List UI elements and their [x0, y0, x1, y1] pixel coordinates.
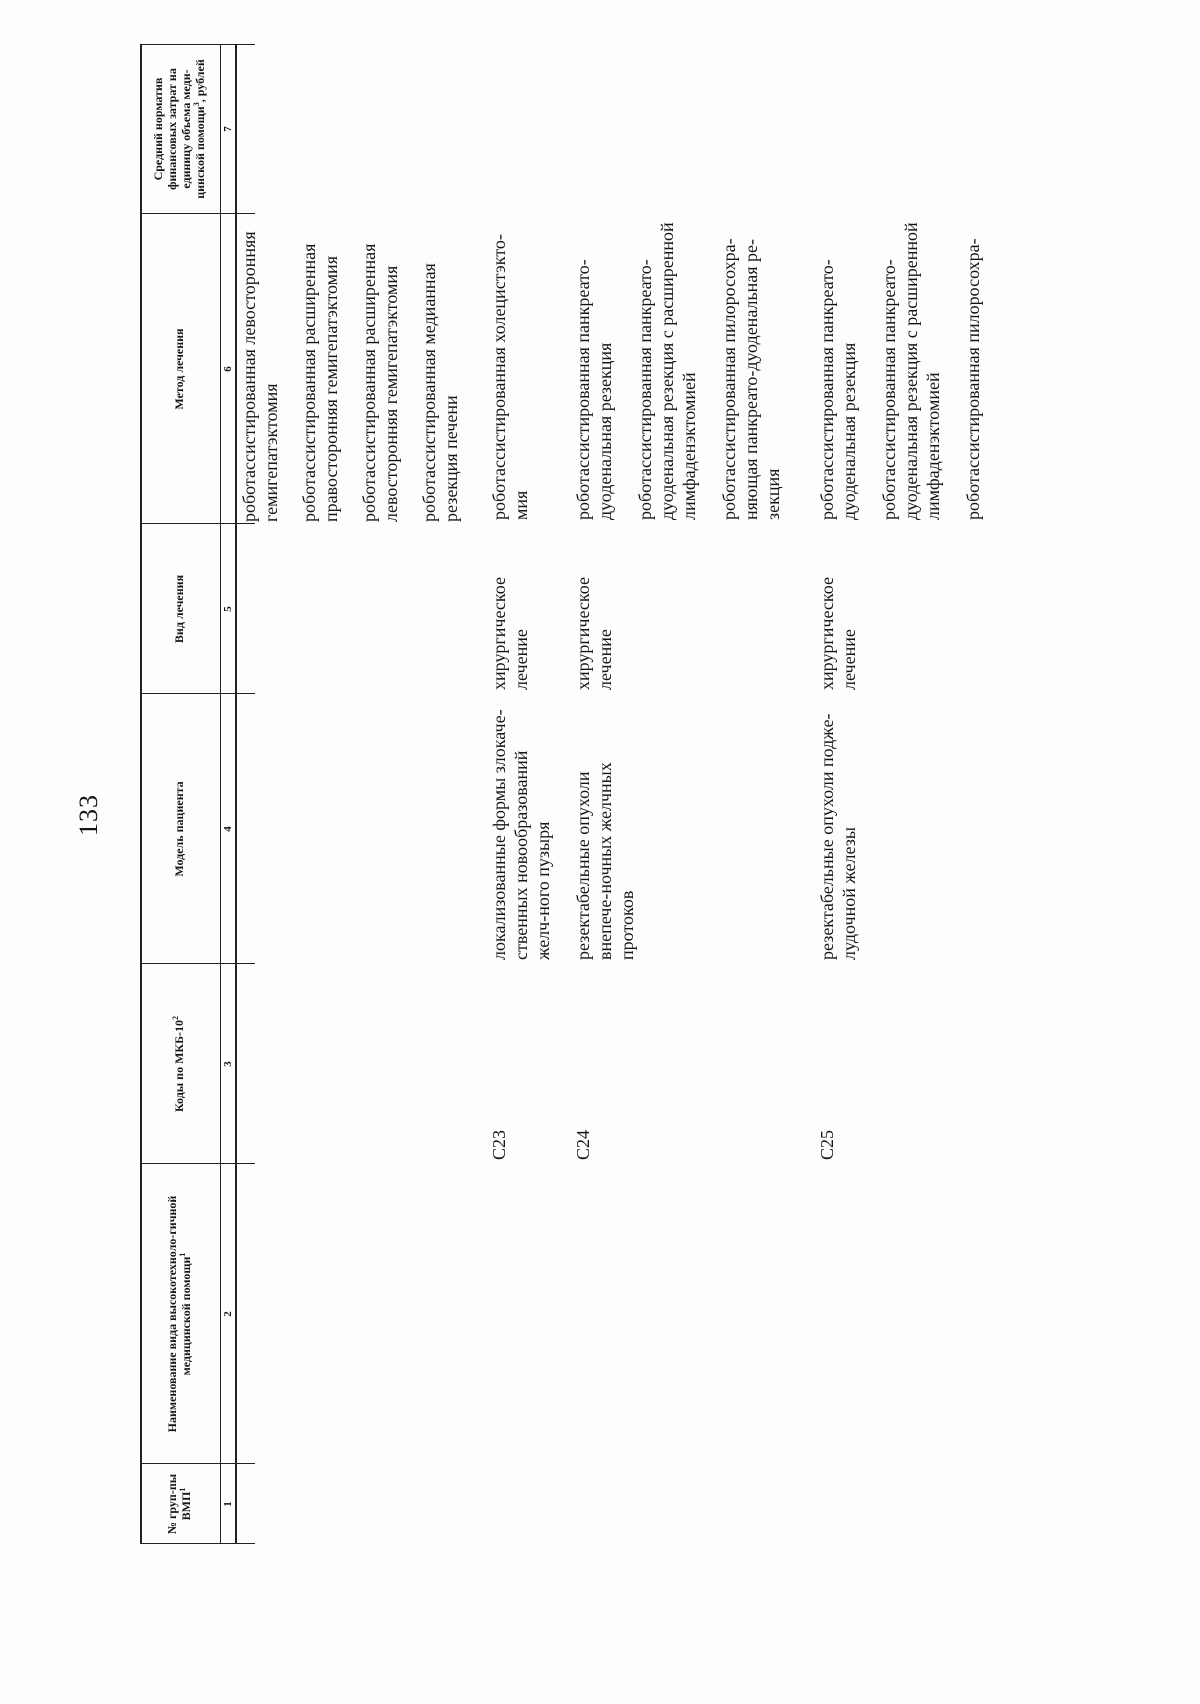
column-number: 7	[221, 126, 234, 132]
header-vmp-name-text: Наименование вида высокотехноло-гичной медицинской помощи	[165, 1195, 193, 1433]
treatment-method-cell: роботассистированная медианная резекция печени	[419, 263, 461, 522]
treatment-method-cell: роботассистированная расширенная левосторонняя гемигепатэктомия	[359, 243, 401, 522]
icd-code-cell: C23	[489, 1129, 509, 1160]
header-cost-standard-tail: , рублей	[192, 59, 207, 103]
footnote-mark: 1	[178, 1487, 187, 1492]
header-treatment-method: Метод лечения	[172, 328, 187, 410]
footnote-mark: 3	[191, 102, 201, 107]
treatment-method-cell: роботассистированная панкреато-дуоденальная резекция	[817, 259, 859, 520]
column-number: 3	[221, 1061, 234, 1067]
patient-model-cell: резектабельные опухоли внепече-ночных желчных протоков	[573, 762, 637, 960]
icd-code-cell: C24	[573, 1129, 593, 1160]
footnote-mark: 2	[171, 1015, 181, 1020]
treatment-method-cell: роботассистированная расширенная правосторонняя гемигепатэктомия	[299, 243, 341, 522]
treatment-method-cell: роботассистированная панкреато-дуоденальная резекция	[573, 259, 615, 520]
column-number: 5	[221, 606, 234, 612]
icd-code-cell: C25	[817, 1129, 837, 1160]
header-cost-standard-text: Средний норматив финансовых затрат на единицу объема меди-цинской помощи	[151, 68, 207, 199]
treatment-method-cell: роботассистированная панкреато-дуоденальная резекция с расширенной лимфаденэктомией	[879, 222, 943, 520]
treatment-type-cell: хирургическое лечение	[489, 577, 531, 690]
page-number: 133	[74, 794, 103, 836]
treatment-type-cell: хирургическое лечение	[817, 577, 859, 690]
treatment-method-cell: роботассистированная пилоросохра-	[963, 238, 983, 520]
footnote-mark: 1	[178, 1252, 187, 1257]
column-number: 4	[221, 826, 234, 832]
patient-model-cell: локализованные формы злокаче-ственных новообразований желч-ного пузыря	[489, 709, 553, 960]
column-number: 2	[221, 1311, 234, 1317]
column-number: 1	[221, 1501, 234, 1507]
patient-model-cell: резектабельные опухоли подже-лудочной железы	[817, 713, 859, 960]
column-number: 6	[221, 366, 234, 372]
header-icd-codes-text: Коды по МКБ-10	[172, 1019, 187, 1113]
header-patient-model: Модель пациента	[172, 781, 187, 877]
header-treatment-type: Вид лечения	[172, 574, 187, 644]
treatment-method-cell: роботассистированная холецистэкто-мия	[489, 234, 531, 520]
treatment-type-cell: хирургическое лечение	[573, 577, 615, 690]
treatment-method-cell: роботассистированная левосторонняя гемигепатэктомия	[239, 231, 281, 522]
header-group-number-text: № груп-пы ВМП	[165, 1473, 193, 1535]
treatment-method-cell: роботассистированная пилоросохра-няющая панкреато-дуоденальная ре-зекция	[719, 238, 783, 520]
treatment-method-cell: роботассистированная панкреато-дуоденальная резекция с расширенной лимфаденэктомией	[635, 222, 699, 520]
